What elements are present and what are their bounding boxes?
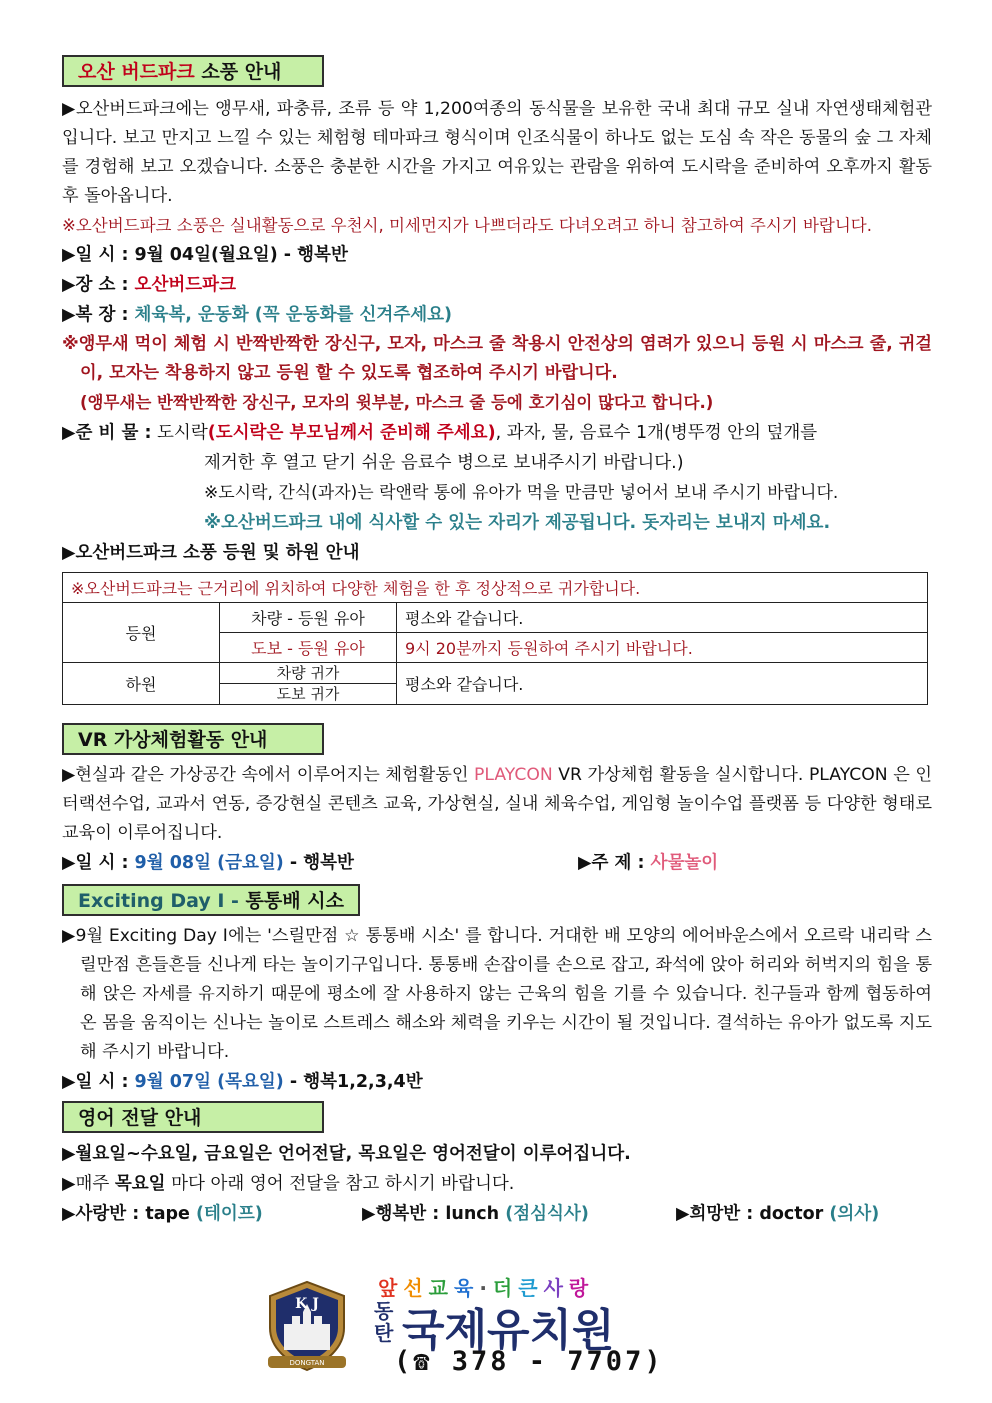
section-title-birdpark [62,55,324,87]
exciting-date [62,1067,932,1097]
leave-value: 평소와 같습니다. [397,663,928,705]
dress-value: 체육복, 운동화 (꼭 운동화를 신겨주세요) [128,305,453,325]
slogan-char: 육 [453,1276,480,1300]
slogan-char: · [479,1276,493,1300]
kindergarten-logo [262,1272,692,1382]
place-label: ▶장 소 : [62,275,129,295]
english-line2-a: ▶매주 [62,1174,115,1194]
vr-date-label: ▶일 시 : [62,853,129,873]
birdpark-note-parrot: ※앵무새 먹이 체험 시 반짝반짝한 장신구, 모자, 마스크 줄 착용시 안전상의 염려가 있으니 등원 시 마스크 줄, 귀걸이, 모자는 착용하지 않고 등원 할 수 있도록 협조하여 주시기 바랍니다. [62,334,932,383]
attend-table [62,572,928,705]
prep-line4: ※오산버드파크 내에 식사할 수 있는 자리가 제공됩니다. 돗자리는 보내지 마세요. [204,513,831,533]
slogan-char: 랑 [568,1276,595,1300]
kindergarten-name: 국제유치원 [402,1305,615,1356]
vr-theme [578,848,718,878]
english-line2-c: 마다 아래 영어 전달을 참고 하시기 바랍니다. [165,1174,515,1194]
attend-table-header: ※오산버드파크는 근거리에 위치하여 다양한 체험을 한 후 정상적으로 귀가합니다. [63,573,928,603]
english-line1: ▶월요일~수요일, 금요일은 언어전달, 목요일은 영어전달이 이루어집니다. [62,1144,631,1164]
crest-icon [262,1276,352,1376]
leave-car-cell: 차량 귀가 [220,663,397,684]
place-value: 오산버드파크 [128,275,236,295]
slogan-char: 앞 [378,1276,404,1300]
section-title-english [62,1101,324,1133]
date-label: ▶일 시 : [62,245,129,265]
english-line2-b: 목요일 [114,1174,166,1194]
arrive-walk-cell: 도보 - 등원 유아 [220,633,397,663]
class-sarang-label: ▶사랑반 : tape [62,1204,197,1224]
english-line2 [62,1169,932,1199]
birdpark-date [62,240,932,270]
title-english-text: 영어 전달 안내 [78,1107,202,1129]
arrive-cell: 등원 [63,603,220,663]
title-vr-text: VR 가상체험활동 안내 [78,729,268,751]
vr-theme-label: ▶주 제 : [578,853,645,873]
arrive-walk-value: 9시 20분까지 등원하여 주시기 바랍니다. [397,633,928,663]
exciting-date-class: - 행복1,2,3,4반 [283,1072,423,1092]
class-huimang-ko: (의사) [829,1204,880,1224]
class-sarang [62,1199,263,1229]
vr-date-class: - 행복반 [283,853,354,873]
title-exciting-b: 통통배 시소 [245,890,344,912]
birdpark-place [62,270,932,300]
birdpark-dress [62,300,932,330]
birdpark-prep [62,418,932,448]
prep-line3: ※도시락, 간식(과자)는 락앤락 통에 유아가 먹을 만큼만 넣어서 보내 주시기 바랍니다. [204,483,839,503]
exciting-paragraph: ▶9월 Exciting Day Ⅰ에는 '스릴만점 ☆ 통통배 시소' 를 합니다. 거대한 배 모양의 에어바운스에서 오르락 내리락 스릴만점 흔들흔들 신나게 타는 놀이기구입니다. 통통배 손잡이를 손으로 잡고, 좌석에 앉아 허리와 허벅지의 힘을 통해 앉은 자세를 유지하기 때문에 평소에 잘 사용하지 않는 근육의 힘을 기를 수 있습니다. 친구들과 함께 협동하여 온 몸을 움직이는 신나는 놀이로 스트레스 해소와 체력을 키우는 시간이 될 것입니다. 결석하는 유아가 없도록 지도해 주시기 바랍니다. [62,926,932,1062]
slogan-char: 선 [403,1276,429,1300]
vr-theme-value: 사물놀이 [644,853,719,873]
birdpark-note-rain: ※오산버드파크 소풍은 실내활동으로 우천시, 미세먼지가 나쁘더라도 다녀오려고 하니 참고하여 주시기 바랍니다. [62,216,872,235]
prep-label: ▶준 비 물 : [62,423,152,443]
english-classes [62,1199,932,1229]
attend-heading: ▶오산버드파크 소풍 등원 및 하원 안내 [62,543,360,563]
slogan-char: 큰 [518,1276,544,1300]
name-prefix-b: 탄 [374,1321,394,1345]
crest-letters: K J [295,1296,319,1312]
birdpark-intro: ▶오산버드파크에는 앵무새, 파충류, 조류 등 약 1,200여종의 동식물을 보유한 국내 최대 규모 실내 자연생태체험관입니다. 보고 만지고 느낄 수 있는 체험형 테마파크 형식이며 인조식물이 하나도 없는 도심 속 작은 동물의 숲 그 자체를 경험해 보고 오겠습니다. 소풍은 충분한 시간을 가지고 여유있는 관람을 위하여 도시락을 준비하여 오후까지 활동 후 돌아옵니다. [62,99,932,206]
vr-playcon: PLAYCON [474,765,553,785]
name-prefix-a: 동 [374,1299,394,1323]
title-birdpark-name: 오산 버드파크 [78,61,195,83]
exciting-date-value: 9월 07일 (목요일) [128,1072,284,1092]
vr-date-value: 9월 08일 (금요일) [128,853,284,873]
birdpark-note-curiosity: (앵무새는 반짝반짝한 장신구, 모자의 윗부분, 마스크 줄 등에 호기심이 많다고 합니다.) [80,393,714,412]
date-value: 9월 04일(월요일) - 행복반 [128,245,348,265]
class-sarang-ko: (테이프) [196,1204,263,1224]
leave-cell: 하원 [63,663,220,705]
crest-ribbon: DONGTAN [289,1359,325,1367]
class-haengbok [362,1199,589,1229]
prep-lunch: 도시락 [151,423,208,443]
prep-items: , 과자, 물, 음료수 1개(병뚜껑 안의 덮개를 [495,423,818,443]
slogan-char: 교 [428,1276,454,1300]
dress-label: ▶복 장 : [62,305,129,325]
vr-paragraph [62,761,932,848]
section-title-vr [62,723,324,755]
title-exciting-a: Exciting Day Ⅰ - [78,890,246,912]
class-haengbok-ko: (점심식사) [505,1204,589,1224]
class-huimang-label: ▶희망반 : doctor [676,1204,830,1224]
exciting-date-label: ▶일 시 : [62,1072,129,1092]
title-birdpark-rest: 소풍 안내 [194,61,282,83]
class-haengbok-label: ▶행복반 : lunch [362,1204,506,1224]
prep-line2: 제거한 후 열고 닫기 쉬운 음료수 병으로 보내주시기 바랍니다.) [204,453,684,473]
notice-page [62,55,932,1229]
section-title-exciting [62,884,360,916]
phone-number: (☎ 378 - 7707) [394,1346,664,1377]
name-prefix [374,1300,400,1344]
arrive-car-cell: 차량 - 등원 유아 [220,603,397,633]
leave-walk-cell: 도보 귀가 [220,684,397,705]
vr-text-a: ▶현실과 같은 가상공간 속에서 이루어지는 체험활동인 [62,765,474,785]
prep-lunch-note: (도시락은 부모님께서 준비해 주세요) [207,423,496,443]
slogan-char: 사 [543,1276,569,1300]
slogan-char: 더 [492,1276,519,1300]
vr-text-c: VR 가상체험 활동을 실시합니다. PLAYCON 은 인터랙션수업, 교과서 연동, 증강현실 콘텐츠 교육, 가상현실, 실내 체육수업, 게임형 놀이수업 플랫폼 등 다양한 형태로 교육이 이루어집니다. [62,765,932,843]
class-huimang [676,1199,879,1229]
arrive-car-value: 평소와 같습니다. [397,603,928,633]
vr-date-row [62,848,932,878]
